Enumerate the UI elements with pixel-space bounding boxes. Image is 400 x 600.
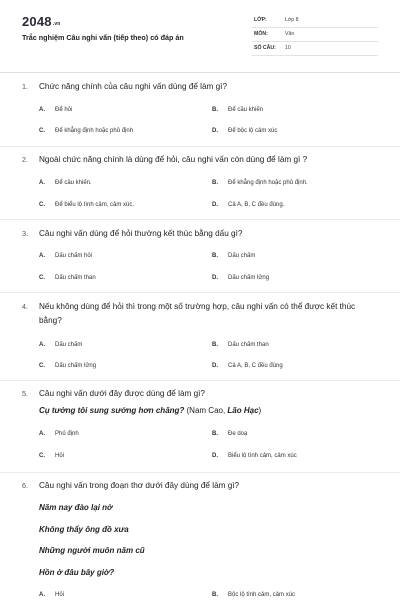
- option-letter: C.: [39, 453, 45, 459]
- header-divider: [0, 72, 400, 73]
- question-number: 2.: [22, 155, 28, 164]
- option-d[interactable]: [212, 128, 277, 134]
- option-c[interactable]: [39, 202, 134, 208]
- option-text: Dấu chấm: [228, 253, 256, 259]
- question-divider: [0, 292, 400, 293]
- quote-source: Lão Hạc: [227, 406, 259, 415]
- option-text: Dấu chấm lửng: [228, 275, 270, 281]
- meta-value: Lớp 8: [285, 17, 299, 23]
- document-title: Trắc nghiệm Câu nghi vấn (tiếp theo) có đáp án: [22, 33, 184, 42]
- option-letter: D.: [212, 275, 218, 281]
- option-text: Hỏi: [55, 592, 65, 598]
- question-text: Ngoài chức năng chính là dùng để hỏi, câu nghi vấn còn dùng để làm gì ?: [39, 155, 308, 164]
- option-a[interactable]: [39, 253, 92, 259]
- question-number: 4.: [22, 302, 28, 311]
- option-letter: B.: [212, 342, 218, 348]
- option-b[interactable]: [212, 253, 255, 259]
- option-text: Hỏi: [55, 453, 65, 459]
- meta-label: LỚP:: [254, 17, 267, 23]
- question-divider: [0, 380, 400, 381]
- option-letter: C.: [39, 202, 45, 208]
- question-number: 1.: [22, 82, 28, 91]
- question-quote: [39, 406, 261, 415]
- option-letter: A.: [39, 431, 45, 437]
- meta-row-subject: [252, 28, 378, 42]
- option-text: Dấu chấm: [55, 342, 83, 348]
- option-letter: D.: [212, 363, 218, 369]
- option-text: Bộc lộ tình cảm, cảm xúc: [228, 592, 296, 598]
- question-text: Câu nghi vấn dưới đây được dùng để làm gì?: [39, 389, 205, 398]
- quote-close: ): [258, 406, 262, 415]
- option-letter: D.: [212, 453, 218, 459]
- logo-suffix: .vn: [52, 21, 61, 27]
- option-letter: C.: [39, 128, 45, 134]
- option-text: Để cầu khiến: [228, 107, 264, 113]
- poem-line: Năm nay đào lại nở: [39, 503, 113, 512]
- option-b[interactable]: [212, 431, 247, 437]
- quote-attribution: (Nam Cao,: [184, 406, 228, 415]
- option-a[interactable]: [39, 592, 64, 598]
- question-text: Câu nghi vấn dùng để hỏi thường kết thúc bằng dấu gì?: [39, 229, 243, 238]
- quote-sentence: Cụ tưởng tôi sung sướng hơn chăng?: [39, 406, 185, 415]
- option-text: Cả A, B, C đều đúng.: [228, 202, 285, 208]
- option-c[interactable]: [39, 128, 133, 134]
- poem-line: Không thấy ông đồ xưa: [39, 525, 129, 534]
- question-text: Nếu không dùng để hỏi thì trong một số trường hợp, câu nghi vấn có thể được kết thúc bằng?: [39, 302, 356, 325]
- option-text: Để cầu khiến.: [55, 180, 92, 186]
- option-d[interactable]: [212, 202, 284, 208]
- option-d[interactable]: [212, 363, 283, 369]
- question-text: Chức năng chính của câu nghi vấn dùng để làm gì?: [39, 82, 228, 91]
- option-text: Để khẳng định hoặc phủ định: [55, 128, 134, 134]
- option-b[interactable]: [212, 107, 263, 113]
- option-c[interactable]: [39, 453, 64, 459]
- option-text: Đe doạ: [228, 431, 248, 437]
- option-letter: C.: [39, 275, 45, 281]
- option-b[interactable]: [212, 342, 269, 348]
- logo[interactable]: [22, 14, 61, 29]
- option-letter: A.: [39, 342, 45, 348]
- option-text: Để biểu lộ tình cảm, cảm xúc.: [55, 202, 135, 208]
- option-letter: B.: [212, 592, 218, 598]
- option-text: Dấu chấm lửng: [55, 363, 97, 369]
- logo-text: 2048: [22, 14, 52, 29]
- question-number: 6.: [22, 481, 28, 490]
- option-text: Dấu chấm than: [55, 275, 96, 281]
- document-header: [0, 0, 400, 62]
- question-divider: [0, 146, 400, 147]
- option-text: Để bộc lộ cảm xúc: [228, 128, 278, 134]
- question-divider: [0, 219, 400, 220]
- option-letter: A.: [39, 253, 45, 259]
- option-text: Để khẳng định hoặc phủ định.: [228, 180, 308, 186]
- option-b[interactable]: [212, 180, 308, 186]
- option-a[interactable]: [39, 107, 72, 113]
- option-text: Dấu chấm hỏi: [55, 253, 93, 259]
- option-a[interactable]: [39, 180, 92, 186]
- meta-value: Văn: [285, 31, 295, 37]
- option-text: Để hỏi: [55, 107, 73, 113]
- option-letter: D.: [212, 128, 218, 134]
- option-c[interactable]: [39, 275, 96, 281]
- meta-label: MÔN:: [254, 31, 268, 37]
- option-d[interactable]: [212, 275, 269, 281]
- option-d[interactable]: [212, 453, 297, 459]
- option-letter: A.: [39, 180, 45, 186]
- meta-label: SỐ CÂU:: [254, 45, 276, 51]
- option-letter: C.: [39, 363, 45, 369]
- option-a[interactable]: [39, 342, 82, 348]
- meta-value: 10: [285, 45, 291, 51]
- option-text: Biểu lộ tình cảm, cảm xúc: [228, 453, 297, 459]
- option-text: Cả A, B, C đều đúng: [228, 363, 283, 369]
- poem-line: Hồn ở đâu bây giờ?: [39, 568, 115, 577]
- meta-table: [252, 14, 378, 56]
- option-letter: D.: [212, 202, 218, 208]
- option-text: Dấu chấm than: [228, 342, 269, 348]
- question-number: 5.: [22, 389, 28, 398]
- option-letter: A.: [39, 107, 45, 113]
- option-a[interactable]: [39, 431, 79, 437]
- option-letter: B.: [212, 107, 218, 113]
- option-text: Phủ định: [55, 431, 79, 437]
- question-number: 3.: [22, 229, 28, 238]
- option-letter: B.: [212, 431, 218, 437]
- option-letter: A.: [39, 592, 45, 598]
- option-letter: B.: [212, 253, 218, 259]
- question-text: Câu nghi vấn trong đoạn thơ dưới đây dùng để làm gì?: [39, 481, 240, 490]
- option-letter: B.: [212, 180, 218, 186]
- question-divider: [0, 472, 400, 473]
- poem-line: Những người muôn năm cũ: [39, 546, 145, 555]
- meta-row-count: [252, 42, 378, 56]
- option-b[interactable]: [212, 592, 295, 598]
- option-c[interactable]: [39, 363, 96, 369]
- meta-row-grade: [252, 14, 378, 28]
